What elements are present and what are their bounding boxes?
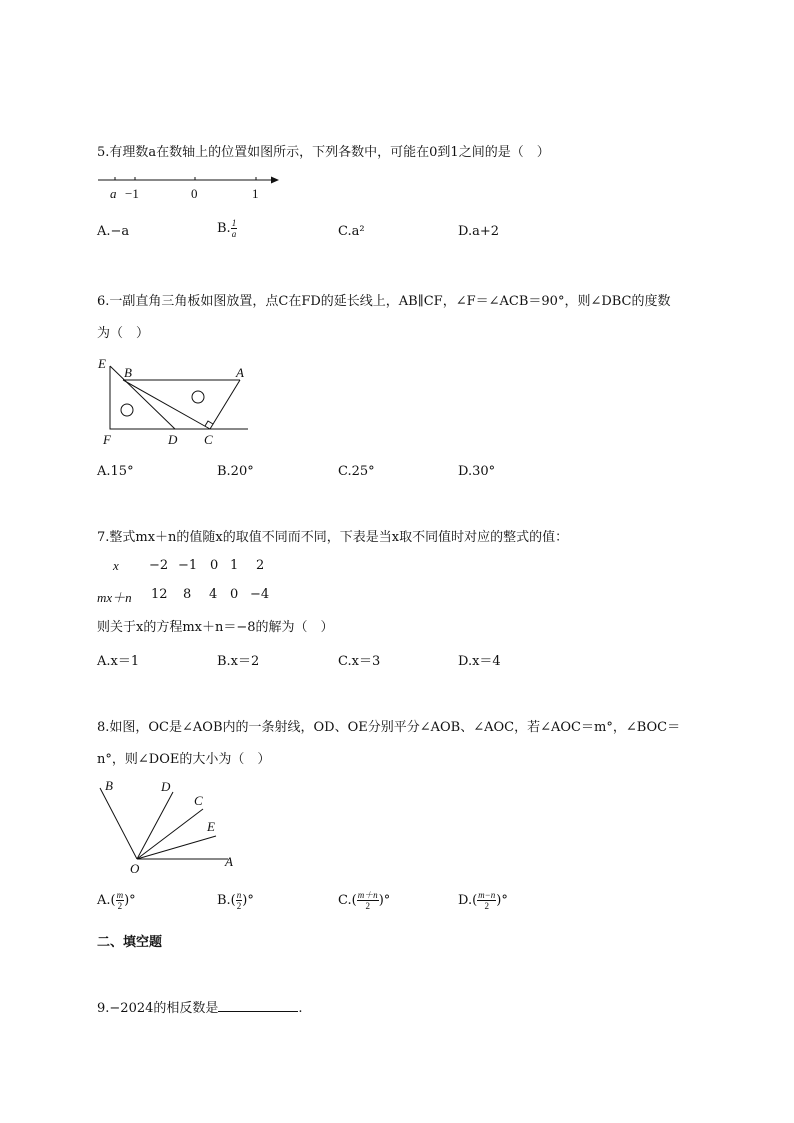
label-c: C (204, 432, 213, 447)
line-bc (123, 380, 210, 429)
q8-option-d-fraction (477, 890, 496, 911)
q8-option-d-prefix: D.( (458, 893, 478, 908)
table-row2-head: mx＋n (97, 590, 132, 605)
q7-question: 则关于x的方程mx＋n＝−8的解为（ ） (97, 620, 334, 635)
fraction-denominator: 2 (484, 901, 489, 911)
axis-label-1: 1 (252, 186, 259, 201)
table-cell: 2 (256, 558, 265, 573)
fraction-numerator: m (116, 890, 124, 900)
q6-option-d: D.30° (458, 464, 496, 479)
q5-option-c: C.a² (338, 224, 365, 239)
table-cell: −1 (178, 558, 198, 573)
q6-stem-line2: 为（ ） (97, 326, 150, 341)
q5-option-b (217, 218, 237, 239)
q7-option-d: D.x＝4 (458, 654, 501, 669)
ray-oc (137, 809, 203, 859)
label-e: E (207, 819, 215, 834)
angle-rays-figure (95, 776, 245, 878)
q5-option-d: D.a+2 (458, 224, 500, 239)
q6-option-c: C.25° (338, 464, 375, 479)
label-d: D (168, 432, 178, 447)
q8-option-b-prefix: B.( (217, 893, 236, 908)
q9-stem (97, 998, 303, 1017)
q8-option-c-suffix: )° (378, 893, 391, 908)
section-title-fill-blank: 二、填空题 (97, 935, 163, 950)
q7-option-b: B.x＝2 (217, 654, 260, 669)
q9-stem-text: 9.−2024的相反数是 (97, 1001, 219, 1016)
fraction-denominator: 2 (365, 901, 370, 911)
table-cell: 4 (209, 587, 218, 602)
fraction-numerator: 1 (231, 218, 237, 228)
q8-option-a (97, 890, 136, 911)
axis-label-a: a (110, 186, 117, 201)
q8-stem-line2: n°，则∠DOE的大小为（ ） (97, 752, 271, 767)
table-cell: 8 (183, 587, 192, 602)
fraction-numerator: m＋n (357, 890, 378, 900)
number-line-figure (95, 168, 285, 202)
ray-od (137, 792, 173, 859)
ray-ob (100, 788, 137, 859)
q8-option-d-suffix: )° (496, 893, 508, 908)
fraction-denominator: 2 (117, 901, 123, 911)
q7-option-a: A.x＝1 (97, 654, 140, 669)
q8-option-b (217, 890, 254, 911)
table-row1-head: x (113, 558, 119, 573)
fraction-numerator: m−n (478, 890, 496, 900)
label-b: B (105, 778, 113, 793)
label-e: E (98, 356, 106, 371)
table-cell: −2 (149, 558, 169, 573)
table-cell: 0 (230, 587, 239, 602)
line-ac (210, 380, 240, 429)
q8-option-c-fraction (357, 890, 379, 911)
q6-stem-line1: 6.一副直角三角板如图放置，点C在FD的延长线上，AB∥CF，∠F＝∠ACB＝90°，则∠DBC的度数 (97, 294, 671, 309)
q8-option-a-prefix: A.( (97, 893, 116, 908)
ray-oe (137, 836, 216, 859)
q5-option-b-fraction (231, 218, 238, 239)
q8-option-a-suffix: )° (124, 893, 136, 908)
circle-hole-icon (192, 391, 204, 403)
answer-blank[interactable] (218, 998, 298, 1012)
q9-end-punct: . (298, 1001, 303, 1016)
line-ed (110, 366, 175, 429)
fraction-numerator: n (236, 890, 242, 900)
q5-option-b-prefix: B. (217, 221, 231, 236)
label-o: O (130, 861, 140, 876)
q5-stem: 5.有理数a在数轴上的位置如图所示，下列各数中，可能在0到1之间的是（ ） (97, 145, 550, 160)
q7-stem: 7.整式mx＋n的值随x的取值不同而不同，下表是当x取不同值时对应的整式的值： (97, 530, 569, 545)
q6-option-a: A.15° (97, 464, 134, 479)
table-cell: 1 (230, 558, 239, 573)
q8-stem-line1: 8.如图，OC是∠AOB内的一条射线，OD、OE分别平分∠AOB、∠AOC，若∠AOC＝m°，∠BOC＝ (97, 720, 681, 735)
label-b: B (124, 365, 132, 380)
fraction-denominator: 2 (236, 901, 242, 911)
table-cell: 0 (210, 558, 219, 573)
label-d: D (161, 779, 171, 794)
label-c: C (194, 793, 203, 808)
label-a: A (236, 365, 244, 380)
q8-option-c (338, 890, 390, 911)
q7-option-c: C.x＝3 (338, 654, 381, 669)
triangle-rulers-figure (95, 352, 255, 448)
label-f: F (103, 432, 111, 447)
q8-option-b-suffix: )° (242, 893, 254, 908)
arrow-head-icon (271, 177, 279, 184)
q5-option-a: A.−a (97, 224, 130, 239)
q8-option-a-fraction (116, 890, 125, 911)
circle-hole-icon (121, 404, 133, 416)
table-cell: 12 (151, 587, 168, 602)
q8-option-c-prefix: C.( (338, 893, 357, 908)
axis-label-neg1: −1 (125, 186, 139, 201)
label-a: A (225, 854, 233, 869)
q6-option-b: B.20° (217, 464, 254, 479)
table-cell: −4 (250, 587, 270, 602)
q8-option-d (458, 890, 508, 911)
axis-label-0: 0 (191, 186, 198, 201)
fraction-denominator: a (231, 229, 237, 239)
